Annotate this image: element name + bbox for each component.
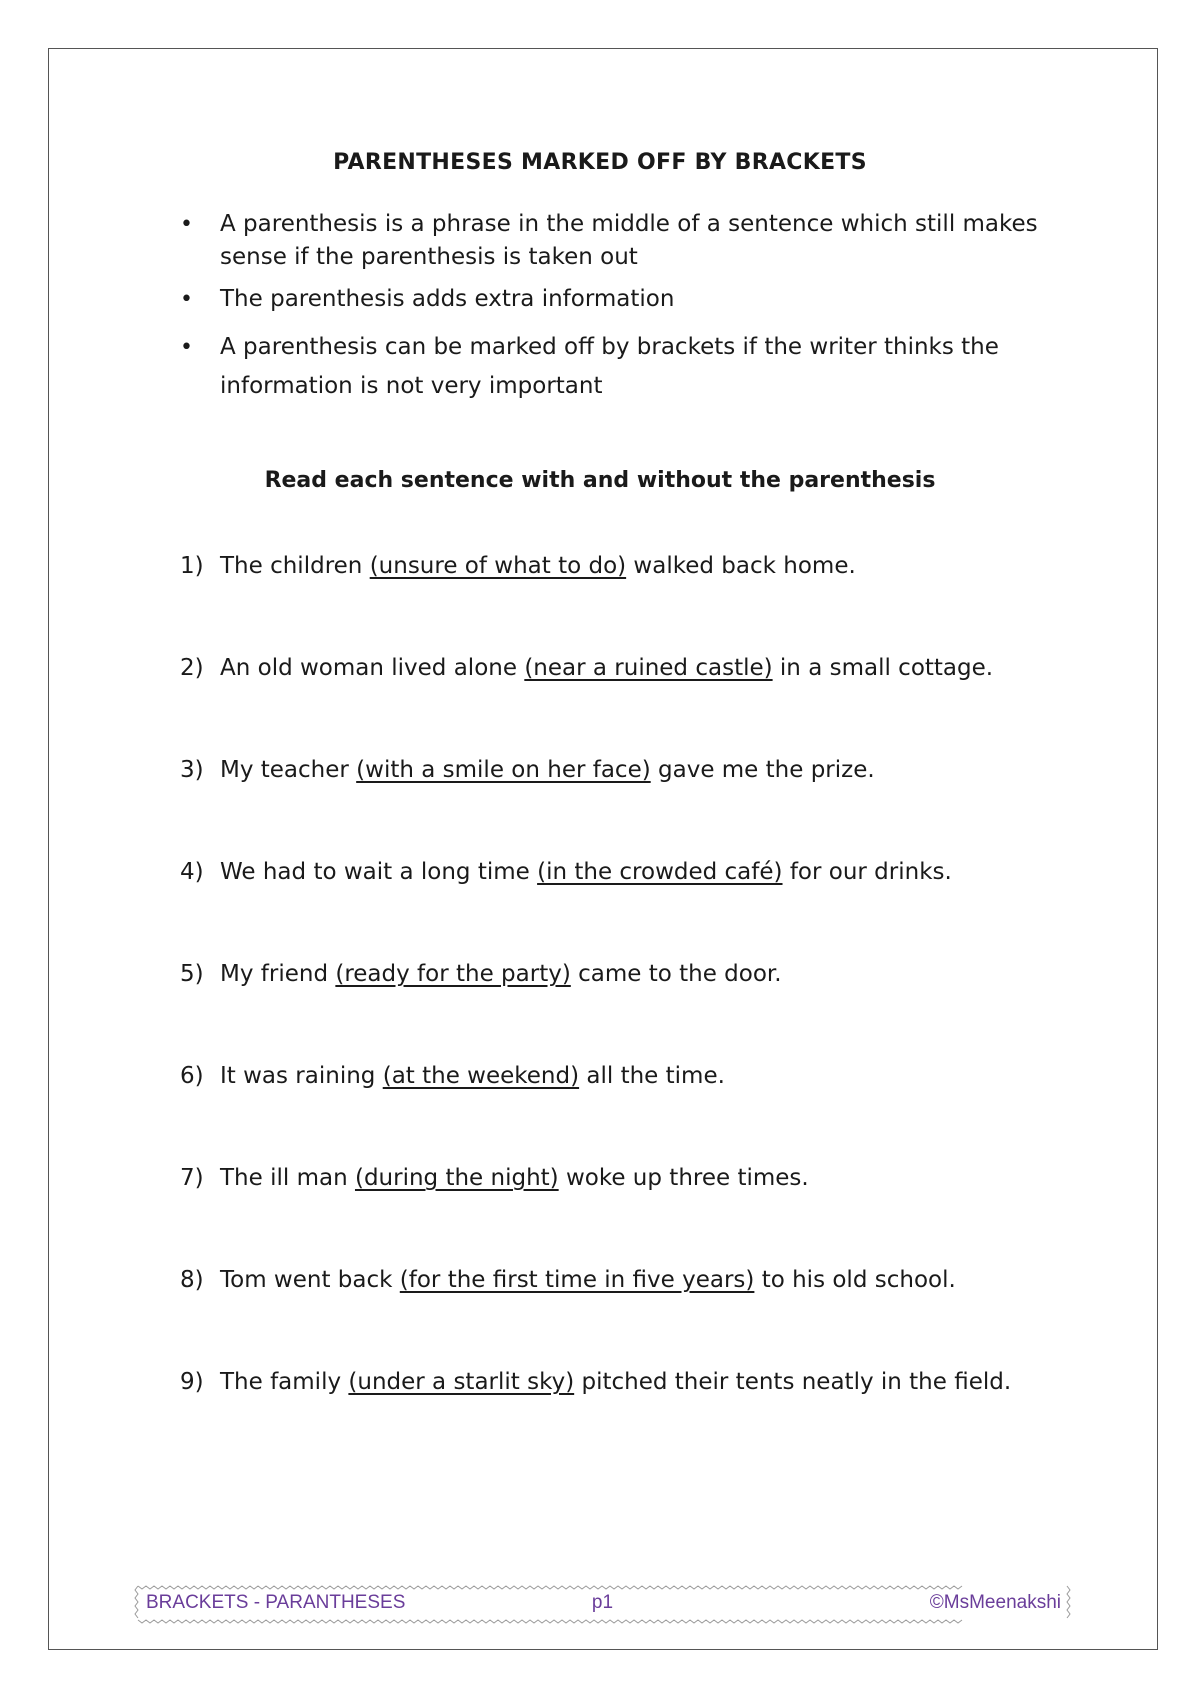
sentence-number: 3) <box>180 757 204 783</box>
sentence-start: My friend <box>220 961 336 987</box>
parenthesis-phrase: (ready for the party) <box>335 961 571 987</box>
bullet-item: • The parenthesis adds extra information <box>180 283 1060 316</box>
parenthesis-phrase: (at the weekend) <box>382 1063 580 1089</box>
sentence-number: 9) <box>180 1369 204 1395</box>
sentence-start: We had to wait a long time <box>220 859 538 885</box>
sentence-start: The family <box>220 1369 349 1395</box>
sentence-end: came to the door. <box>570 961 782 987</box>
info-bullet-list <box>180 208 1060 406</box>
sentence-number: 6) <box>180 1063 204 1089</box>
sentence-end: all the time. <box>579 1063 725 1089</box>
sentence-end: in a small cottage. <box>772 655 994 681</box>
footer-title: BRACKETS - PARANTHESES <box>146 1592 406 1613</box>
page-footer <box>130 1582 1075 1624</box>
page-number: p1 <box>591 1592 614 1613</box>
sentence-number: 4) <box>180 859 204 885</box>
sentence-item <box>180 1366 1100 1468</box>
parenthesis-phrase: (near a ruined castle) <box>524 655 773 681</box>
sentence-end: for our drinks. <box>782 859 952 885</box>
sentence-start: Tom went back <box>220 1267 400 1293</box>
sentence-list <box>180 550 1100 1468</box>
sentence-start: The ill man <box>220 1165 355 1191</box>
sentence-item <box>180 1264 1100 1366</box>
bullet-item: • A parenthesis is a phrase in the middle of a sentence which still makes sense if the parenthesis is taken out <box>180 208 1060 274</box>
parenthesis-phrase: (with a smile on her face) <box>356 757 651 783</box>
sentence-number: 5) <box>180 961 204 987</box>
sentence-number: 7) <box>180 1165 204 1191</box>
sentence-item <box>180 550 1100 652</box>
sentence-number: 1) <box>180 553 204 579</box>
bullet-item: • A parenthesis can be marked off by brackets if the writer thinks the information is not very important <box>180 328 1060 406</box>
sentence-end: woke up three times. <box>558 1165 809 1191</box>
sentence-item <box>180 1162 1100 1264</box>
sentence-number: 8) <box>180 1267 204 1293</box>
sentence-item <box>180 958 1100 1060</box>
sentence-end: walked back home. <box>626 553 856 579</box>
sentence-start: It was raining <box>220 1063 383 1089</box>
sentence-item <box>180 754 1100 856</box>
sentence-end: pitched their tents neatly in the field. <box>574 1369 1012 1395</box>
sentence-end: gave me the prize. <box>650 757 875 783</box>
parenthesis-phrase: (in the crowded café) <box>537 859 783 885</box>
page-title: PARENTHESES MARKED OFF BY BRACKETS <box>333 150 867 175</box>
sentence-item <box>180 652 1100 754</box>
sentence-start: The children <box>220 553 370 579</box>
parenthesis-phrase: (for the first time in five years) <box>399 1267 755 1293</box>
instruction-heading: Read each sentence with and without the parenthesis <box>264 468 936 493</box>
parenthesis-phrase: (unsure of what to do) <box>369 553 627 579</box>
sentence-item <box>180 856 1100 958</box>
parenthesis-phrase: (under a starlit sky) <box>348 1369 575 1395</box>
copyright: ©MsMeenakshi <box>929 1592 1061 1613</box>
sentence-start: My teacher <box>220 757 357 783</box>
sentence-number: 2) <box>180 655 204 681</box>
parenthesis-phrase: (during the night) <box>354 1165 559 1191</box>
sentence-item <box>180 1060 1100 1162</box>
sentence-start: An old woman lived alone <box>220 655 525 681</box>
sentence-end: to his old school. <box>754 1267 956 1293</box>
